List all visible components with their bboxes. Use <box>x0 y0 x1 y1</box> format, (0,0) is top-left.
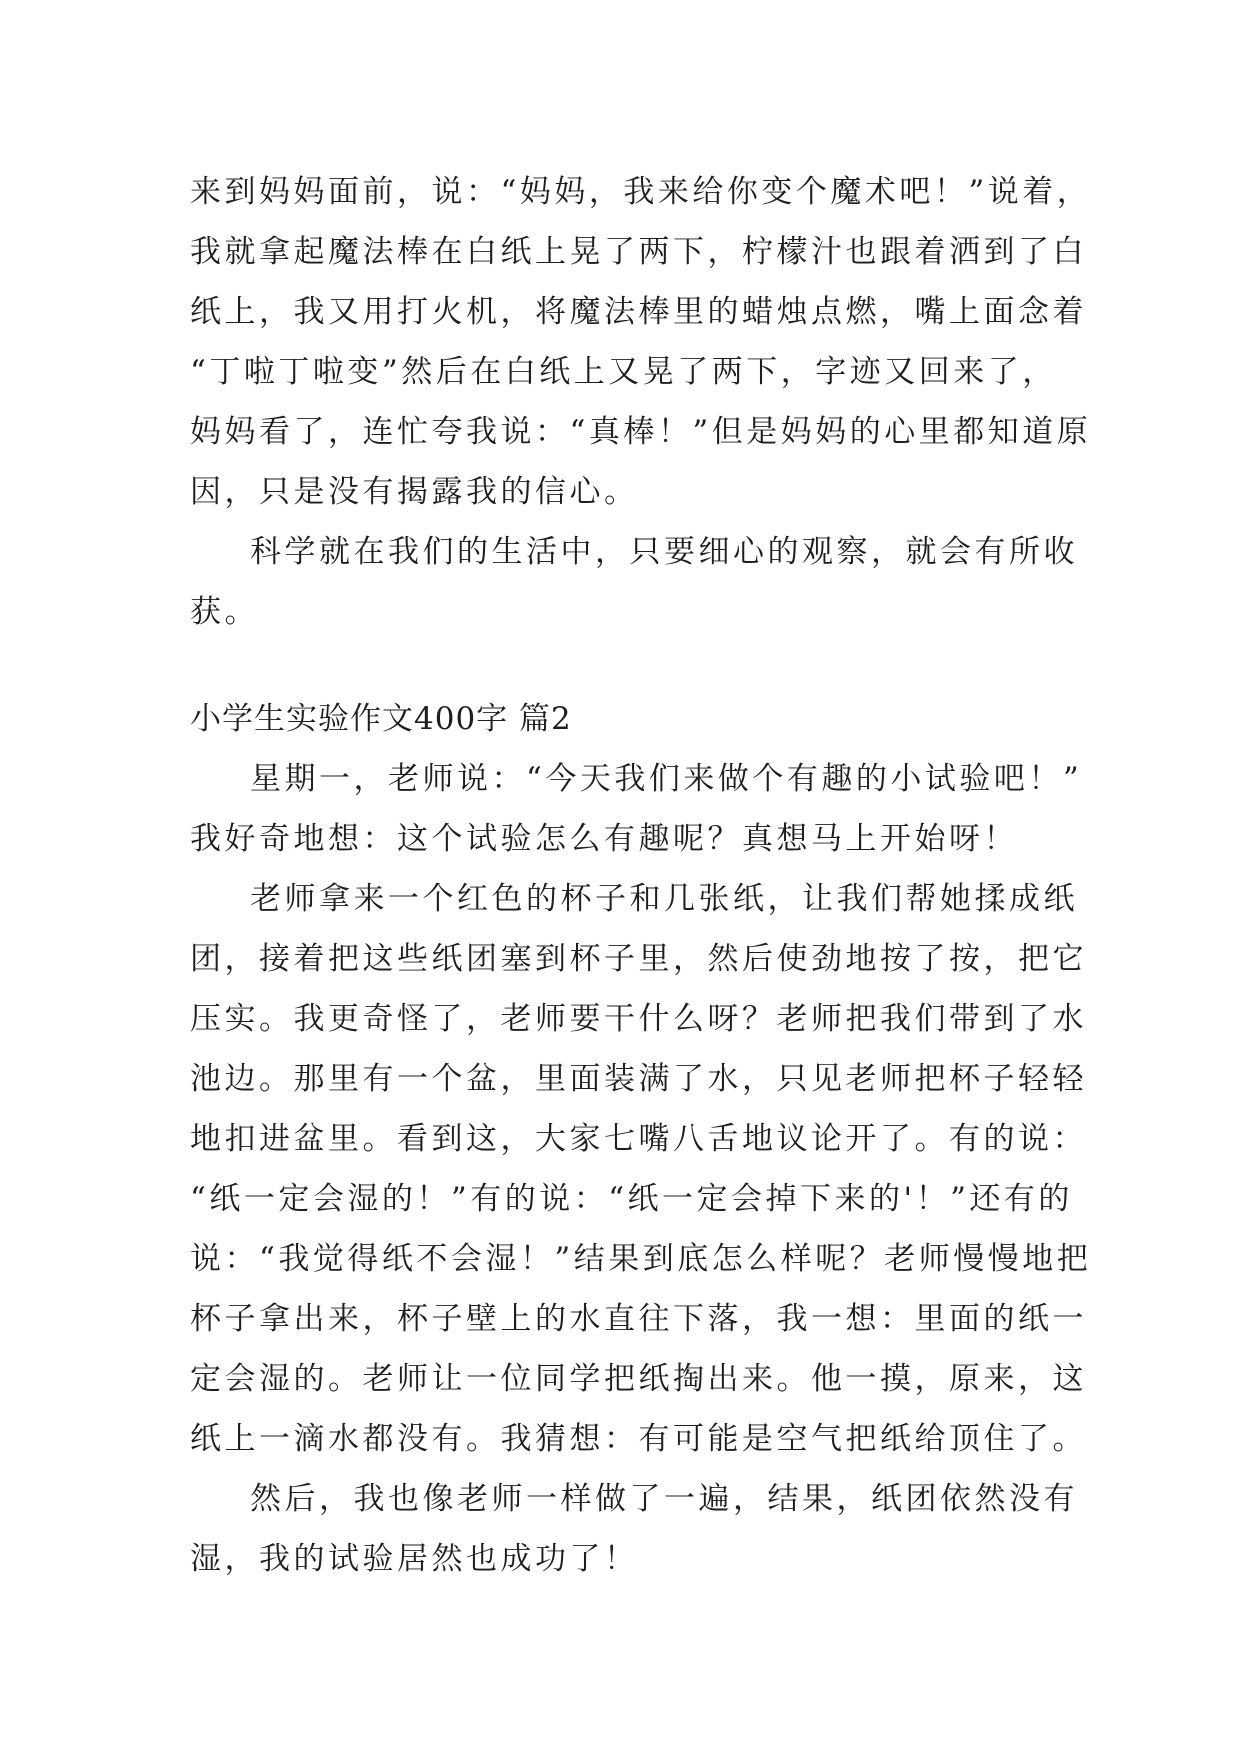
paragraph-line: 老师拿来一个红色的杯子和几张纸，让我们帮她揉成纸 <box>250 881 1078 917</box>
paragraph-line: 妈妈看了，连忙夸我说：“真棒！”但是妈妈的心里都知道原 <box>190 414 1092 450</box>
paragraph-line: 纸上，我又用打火机，将魔法棒里的蜡烛点燃，嘴上面念着 <box>190 294 1087 330</box>
paragraph-line: 说：“我觉得纸不会湿！”结果到底怎么样呢？老师慢慢地把 <box>190 1241 1092 1277</box>
paragraph-line: 因，只是没有揭露我的信心。 <box>190 474 639 510</box>
paragraph-line: 定会湿的。老师让一位同学把纸掏出来。他一摸，原来，这 <box>190 1361 1087 1397</box>
paragraph-line: 来到妈妈面前，说：“妈妈，我来给你变个魔术吧！”说着， <box>190 174 1092 210</box>
paragraph-line: 池边。那里有一个盆，里面装满了水，只见老师把杯子轻轻 <box>190 1061 1087 1097</box>
paragraph-line: 地扣进盆里。看到这，大家七嘴八舌地议论开了。有的说： <box>190 1121 1087 1157</box>
paragraph-line: 然后，我也像老师一样做了一遍，结果，纸团依然没有 <box>250 1481 1078 1517</box>
paragraph-line: 获。 <box>190 594 259 630</box>
paragraph-line: 压实。我更奇怪了，老师要干什么呀？老师把我们带到了水 <box>190 1001 1087 1037</box>
paragraph-line: 星期一，老师说：“今天我们来做个有趣的小试验吧！” <box>250 761 1083 797</box>
paragraph-line: 我好奇地想：这个试验怎么有趣呢？真想马上开始呀！ <box>190 821 1018 857</box>
paragraph-line: 团，接着把这些纸团塞到杯子里，然后使劲地按了按，把它 <box>190 941 1087 977</box>
paragraph-line: 杯子拿出来，杯子壁上的水直往下落，我一想：里面的纸一 <box>190 1301 1087 1337</box>
paragraph-line: “丁啦丁啦变”然后在白纸上又晃了两下，字迹又回来了， <box>190 354 1057 390</box>
paragraph-line: 科学就在我们的生活中，只要细心的观察，就会有所收 <box>250 534 1078 570</box>
section-heading: 小学生实验作文400字 篇2 <box>190 701 572 737</box>
paragraph-line: 我就拿起魔法棒在白纸上晃了两下，柠檬汁也跟着洒到了白 <box>190 234 1087 270</box>
paragraph-line: 湿，我的试验居然也成功了！ <box>190 1541 639 1577</box>
paragraph-line: “纸一定会湿的！”有的说：“纸一定会掉下来的'！”还有的 <box>190 1181 1073 1217</box>
paragraph-line: 纸上一滴水都没有。我猜想：有可能是空气把纸给顶住了。 <box>190 1421 1087 1457</box>
